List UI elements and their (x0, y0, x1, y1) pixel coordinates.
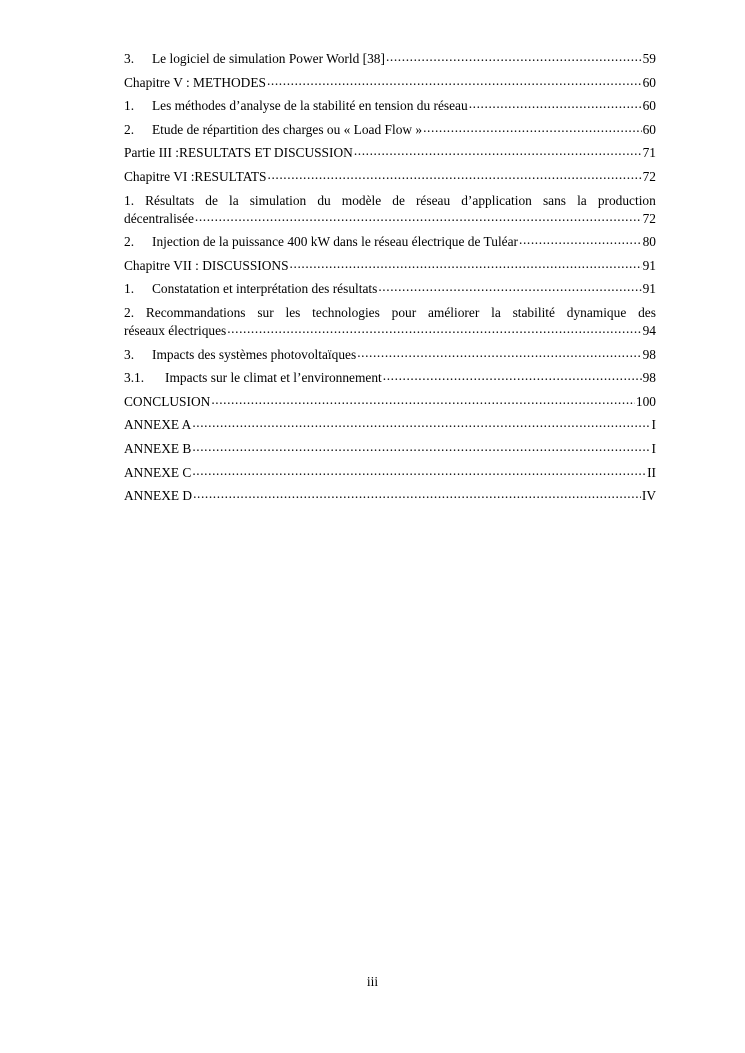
toc-entry[interactable] (124, 168, 656, 186)
dot-leader (192, 441, 650, 453)
toc-word: de (205, 192, 218, 208)
toc-entry[interactable] (124, 192, 656, 228)
toc-entry-page: 72 (642, 168, 656, 184)
toc-entry[interactable] (124, 346, 656, 364)
toc-word: stabilité (512, 304, 555, 320)
toc-entry-title-justified (124, 192, 656, 210)
toc-word: la (491, 304, 501, 320)
toc-entry-title: ANNEXE D (124, 488, 193, 504)
toc-entry-page: II (647, 464, 656, 480)
toc-entry[interactable] (124, 440, 656, 458)
toc-entry[interactable] (124, 464, 656, 482)
dot-leader (192, 465, 646, 477)
dot-leader (423, 122, 642, 134)
toc-word: modèle (341, 192, 382, 208)
toc-entry-title: Les méthodes d’analyse de la stabilité en tension du réseau (152, 98, 468, 114)
toc-entry-number: 1. (124, 281, 135, 297)
dot-leader (211, 394, 635, 406)
toc-entry-title: Chapitre VII : DISCUSSIONS (124, 257, 289, 273)
toc-entry-title: Etude de répartition des charges ou « Load Flow » (152, 121, 423, 137)
toc-entry-title-continued: réseaux électriques (124, 322, 227, 338)
dot-leader (267, 75, 642, 87)
toc-entry-page: 60 (642, 98, 656, 114)
toc-entry-number: 3. (124, 51, 135, 66)
toc-entry-number: 2. (124, 121, 135, 137)
toc-entry-page: 91 (642, 257, 656, 273)
toc-entry-page: I (651, 417, 656, 433)
toc-entry-page: 94 (642, 322, 656, 338)
toc-word: simulation (249, 192, 307, 208)
toc-entry-page: I (651, 440, 656, 456)
toc-entry[interactable] (124, 121, 656, 139)
toc-entry-page: 71 (642, 145, 656, 161)
toc-entry-page: 100 (635, 393, 656, 409)
toc-entry-title: Partie III :RESULTATS ET DISCUSSION (124, 145, 353, 161)
toc-entry-title: Chapitre VI :RESULTATS (124, 168, 267, 184)
toc-word: technologies (312, 304, 380, 320)
dot-leader (519, 234, 642, 246)
table-of-contents (124, 50, 656, 511)
toc-entry-page: 98 (642, 346, 656, 362)
page-number-footer: iii (366, 974, 379, 989)
toc-entry-title-justified (124, 304, 656, 322)
toc-entry-number: 2. (124, 304, 135, 320)
toc-entry-page: 59 (642, 51, 656, 66)
toc-entry-number: 1. (124, 192, 135, 208)
dot-leader (195, 211, 642, 223)
toc-word: production (597, 192, 656, 208)
toc-entry-title: Le logiciel de simulation Power World [38] (152, 51, 385, 66)
toc-entry[interactable] (124, 280, 656, 298)
dot-leader (469, 98, 642, 110)
toc-entry[interactable] (124, 233, 656, 251)
toc-word: sur (257, 304, 274, 320)
dot-leader (386, 51, 642, 63)
toc-entry-page: IV (641, 488, 656, 504)
toc-entry[interactable] (124, 50, 656, 68)
toc-entry-number: 3.1. (124, 370, 145, 386)
toc-word: pour (391, 304, 417, 320)
toc-entry[interactable] (124, 369, 656, 387)
toc-entry-number: 3. (124, 346, 135, 362)
dot-leader (227, 323, 641, 335)
toc-word: réseau (415, 192, 451, 208)
toc-entry-title: Chapitre V : METHODES (124, 74, 266, 90)
toc-entry-title: ANNEXE A (124, 417, 192, 433)
toc-entry[interactable] (124, 416, 656, 434)
toc-word: Recommandations (145, 304, 246, 320)
toc-word: des (638, 304, 656, 320)
toc-word: améliorer (427, 304, 480, 320)
toc-entry[interactable] (124, 74, 656, 92)
toc-entry-title-continued: décentralisée (124, 210, 194, 226)
dot-leader (268, 169, 642, 181)
toc-entry-page: 91 (642, 281, 656, 297)
dot-leader (383, 370, 642, 382)
dot-leader (354, 145, 642, 157)
toc-word: d’application (461, 192, 532, 208)
dot-leader (357, 347, 641, 359)
toc-entry-number: 1. (124, 98, 135, 114)
toc-entry-title: ANNEXE C (124, 464, 192, 480)
toc-word: Résultats (145, 192, 195, 208)
toc-entry-title: Constatation et interprétation des résultats (152, 281, 378, 297)
toc-entry-page: 60 (642, 74, 656, 90)
dot-leader (378, 281, 641, 293)
toc-word: du (317, 192, 331, 208)
toc-word: sans (542, 192, 567, 208)
toc-entry[interactable] (124, 487, 656, 505)
toc-word: les (285, 304, 301, 320)
toc-entry-title: Injection de la puissance 400 kW dans le réseau électrique de Tuléar (152, 234, 519, 250)
toc-entry-page: 72 (642, 210, 656, 226)
toc-entry-title: CONCLUSION (124, 393, 211, 409)
dot-leader (193, 488, 641, 500)
dot-leader (192, 417, 650, 429)
toc-entry[interactable] (124, 97, 656, 115)
toc-entry-title: Impacts sur le climat et l’environnement (165, 370, 382, 386)
toc-word: dynamique (566, 304, 627, 320)
dot-leader (290, 258, 642, 270)
toc-entry-title: Impacts des systèmes photovoltaïques (152, 346, 357, 362)
toc-entry-page: 98 (642, 370, 656, 386)
toc-entry[interactable] (124, 304, 656, 340)
toc-word: de (392, 192, 405, 208)
toc-entry-page: 80 (642, 234, 656, 250)
toc-entry[interactable] (124, 257, 656, 275)
toc-entry-number: 2. (124, 234, 135, 250)
toc-entry[interactable] (124, 144, 656, 162)
toc-entry-page: 60 (642, 121, 656, 137)
toc-entry[interactable] (124, 393, 656, 411)
toc-word: la (577, 192, 587, 208)
toc-word: la (228, 192, 239, 208)
toc-entry-title: ANNEXE B (124, 440, 192, 456)
